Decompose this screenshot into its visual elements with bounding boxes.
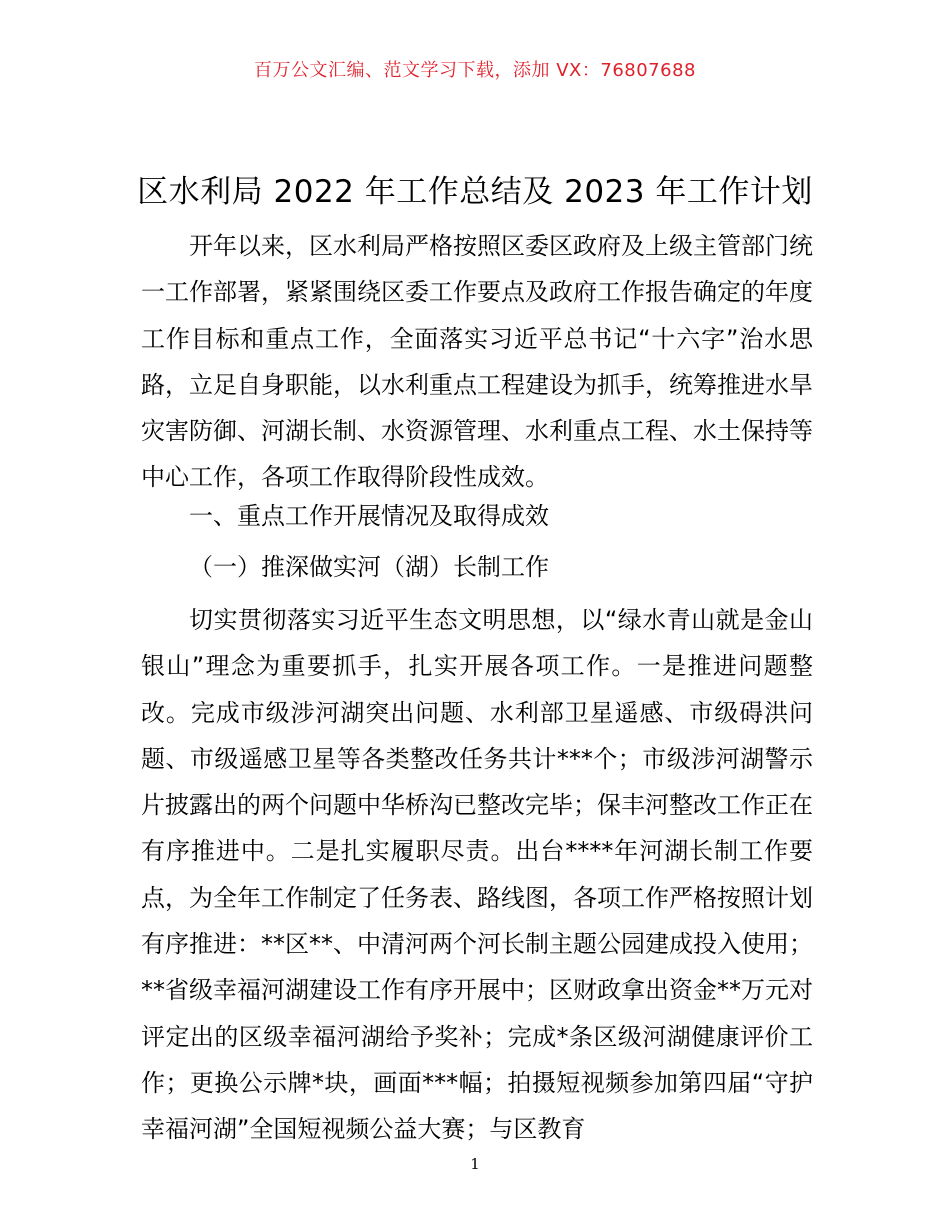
subsection-heading-1: （一）推深做实河（湖）长制工作 (189, 553, 549, 581)
intro-paragraph: 开年以来，区水利局严格按照区委区政府及上级主管部门统一工作部署，紧紧围绕区委工作要点及政府工作报告确定的年度工作目标和重点工作，全面落实习近平总书记“十六字”治水思路，立足自身职能，以水利重点工程建设为抓手，统筹推进水旱灾害防御、河湖长制、水资源管理、水利重点工程、水土保持等中心工作，各项工作取得阶段性成效。 (141, 232, 813, 492)
document-title: 区水利局 2022 年工作总结及 2023 年工作计划 (137, 174, 813, 210)
page-number: 1 (470, 1155, 480, 1173)
header-banner: 百万公文汇编、范文学习下载，添加 VX：76807688 (254, 60, 696, 81)
body-paragraph-2: 切实贯彻落实习近平生态文明思想，以“绿水青山就是金山银山”理念为重要抓手，扎实开展各项工作。一是推进问题整改。完成市级涉河湖突出问题、水利部卫星遥感、市级碍洪问题、市级遥感卫星等各类整改任务共计***个；市级涉河湖警示片披露出的两个问题中华桥沟已整改完毕；保丰河整改工作正在有序推进中。二是扎实履职尽责。出台****年河湖长制工作要点，为全年工作制定了任务表、路线图，各项工作严格按照计划有序推进：**区**、中清河两个河长制主题公园建成投入使用；**省级幸福河湖建设工作有序开展中；区财政拿出资金**万元对评定出的区级幸福河湖给予奖补；完成*条区级河湖健康评价工作；更换公示牌*块，画面***幅；拍摄短视频参加第四届“守护幸福河湖”全国短视频公益大赛；与区教育 (141, 606, 813, 1144)
section-heading-1: 一、重点工作开展情况及取得成效 (189, 502, 549, 530)
